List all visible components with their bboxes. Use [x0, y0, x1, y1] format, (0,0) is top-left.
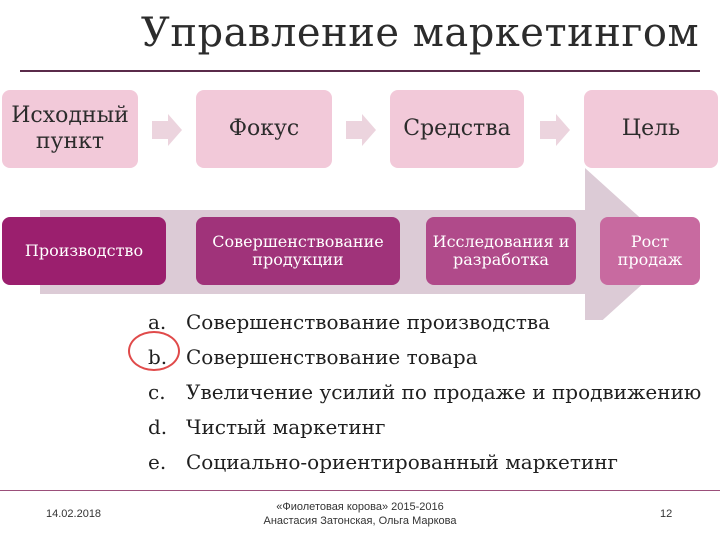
- list-text: Социально-ориентированный маркетинг: [186, 449, 619, 474]
- footer-credits-line1: «Фиолетовая корова» 2015-2016: [276, 501, 444, 513]
- list-marker: c.: [148, 379, 166, 404]
- box-goal-label: Цель: [621, 116, 681, 141]
- page-title: Управление маркетингом: [140, 10, 700, 56]
- footer: [0, 490, 720, 540]
- box-production: [2, 217, 166, 285]
- concept-list: [148, 304, 701, 479]
- box-product-improvement: [196, 217, 400, 285]
- list-text: Увеличение усилий по продаже и продвижению: [186, 379, 702, 404]
- list-text: Совершенствование товара: [186, 344, 478, 369]
- box-research-label: Исследования и разработка: [432, 232, 570, 269]
- highlight-circle: [128, 331, 180, 371]
- box-means: [390, 90, 524, 168]
- list-item: [148, 409, 701, 444]
- box-means-label: Средства: [403, 116, 511, 141]
- list-marker: d.: [148, 414, 168, 439]
- footer-credits-line2: Анастасия Затонская, Ольга Маркова: [263, 515, 457, 527]
- footer-credits: [230, 500, 490, 528]
- box-sales-growth-label: Рост продаж: [617, 232, 683, 269]
- box-sales-growth: [600, 217, 700, 285]
- list-marker: a.: [148, 309, 167, 334]
- list-item: [148, 304, 701, 339]
- footer-date: 14.02.2018: [46, 508, 102, 520]
- chevron-right-icon: [150, 113, 184, 147]
- box-product-improvement-label: Совершенствование продукции: [212, 232, 384, 269]
- box-focus: [196, 90, 332, 168]
- page-number: 12: [660, 508, 673, 520]
- chevron-right-icon: [538, 113, 572, 147]
- footer-divider: [0, 490, 720, 491]
- box-goal: [584, 90, 718, 168]
- list-item: [148, 374, 701, 409]
- box-starting-point-label: Исходный пункт: [11, 103, 129, 154]
- list-text: Совершенствование производства: [186, 309, 551, 334]
- box-starting-point: [2, 90, 138, 168]
- box-research: [426, 217, 576, 285]
- box-focus-label: Фокус: [228, 116, 300, 141]
- list-item: [148, 339, 701, 374]
- list-marker: e.: [148, 449, 167, 474]
- list-text: Чистый маркетинг: [186, 414, 386, 439]
- list-marker: b.: [148, 344, 168, 369]
- box-production-label: Производство: [24, 241, 144, 260]
- list-item: [148, 444, 701, 479]
- chevron-right-icon: [344, 113, 378, 147]
